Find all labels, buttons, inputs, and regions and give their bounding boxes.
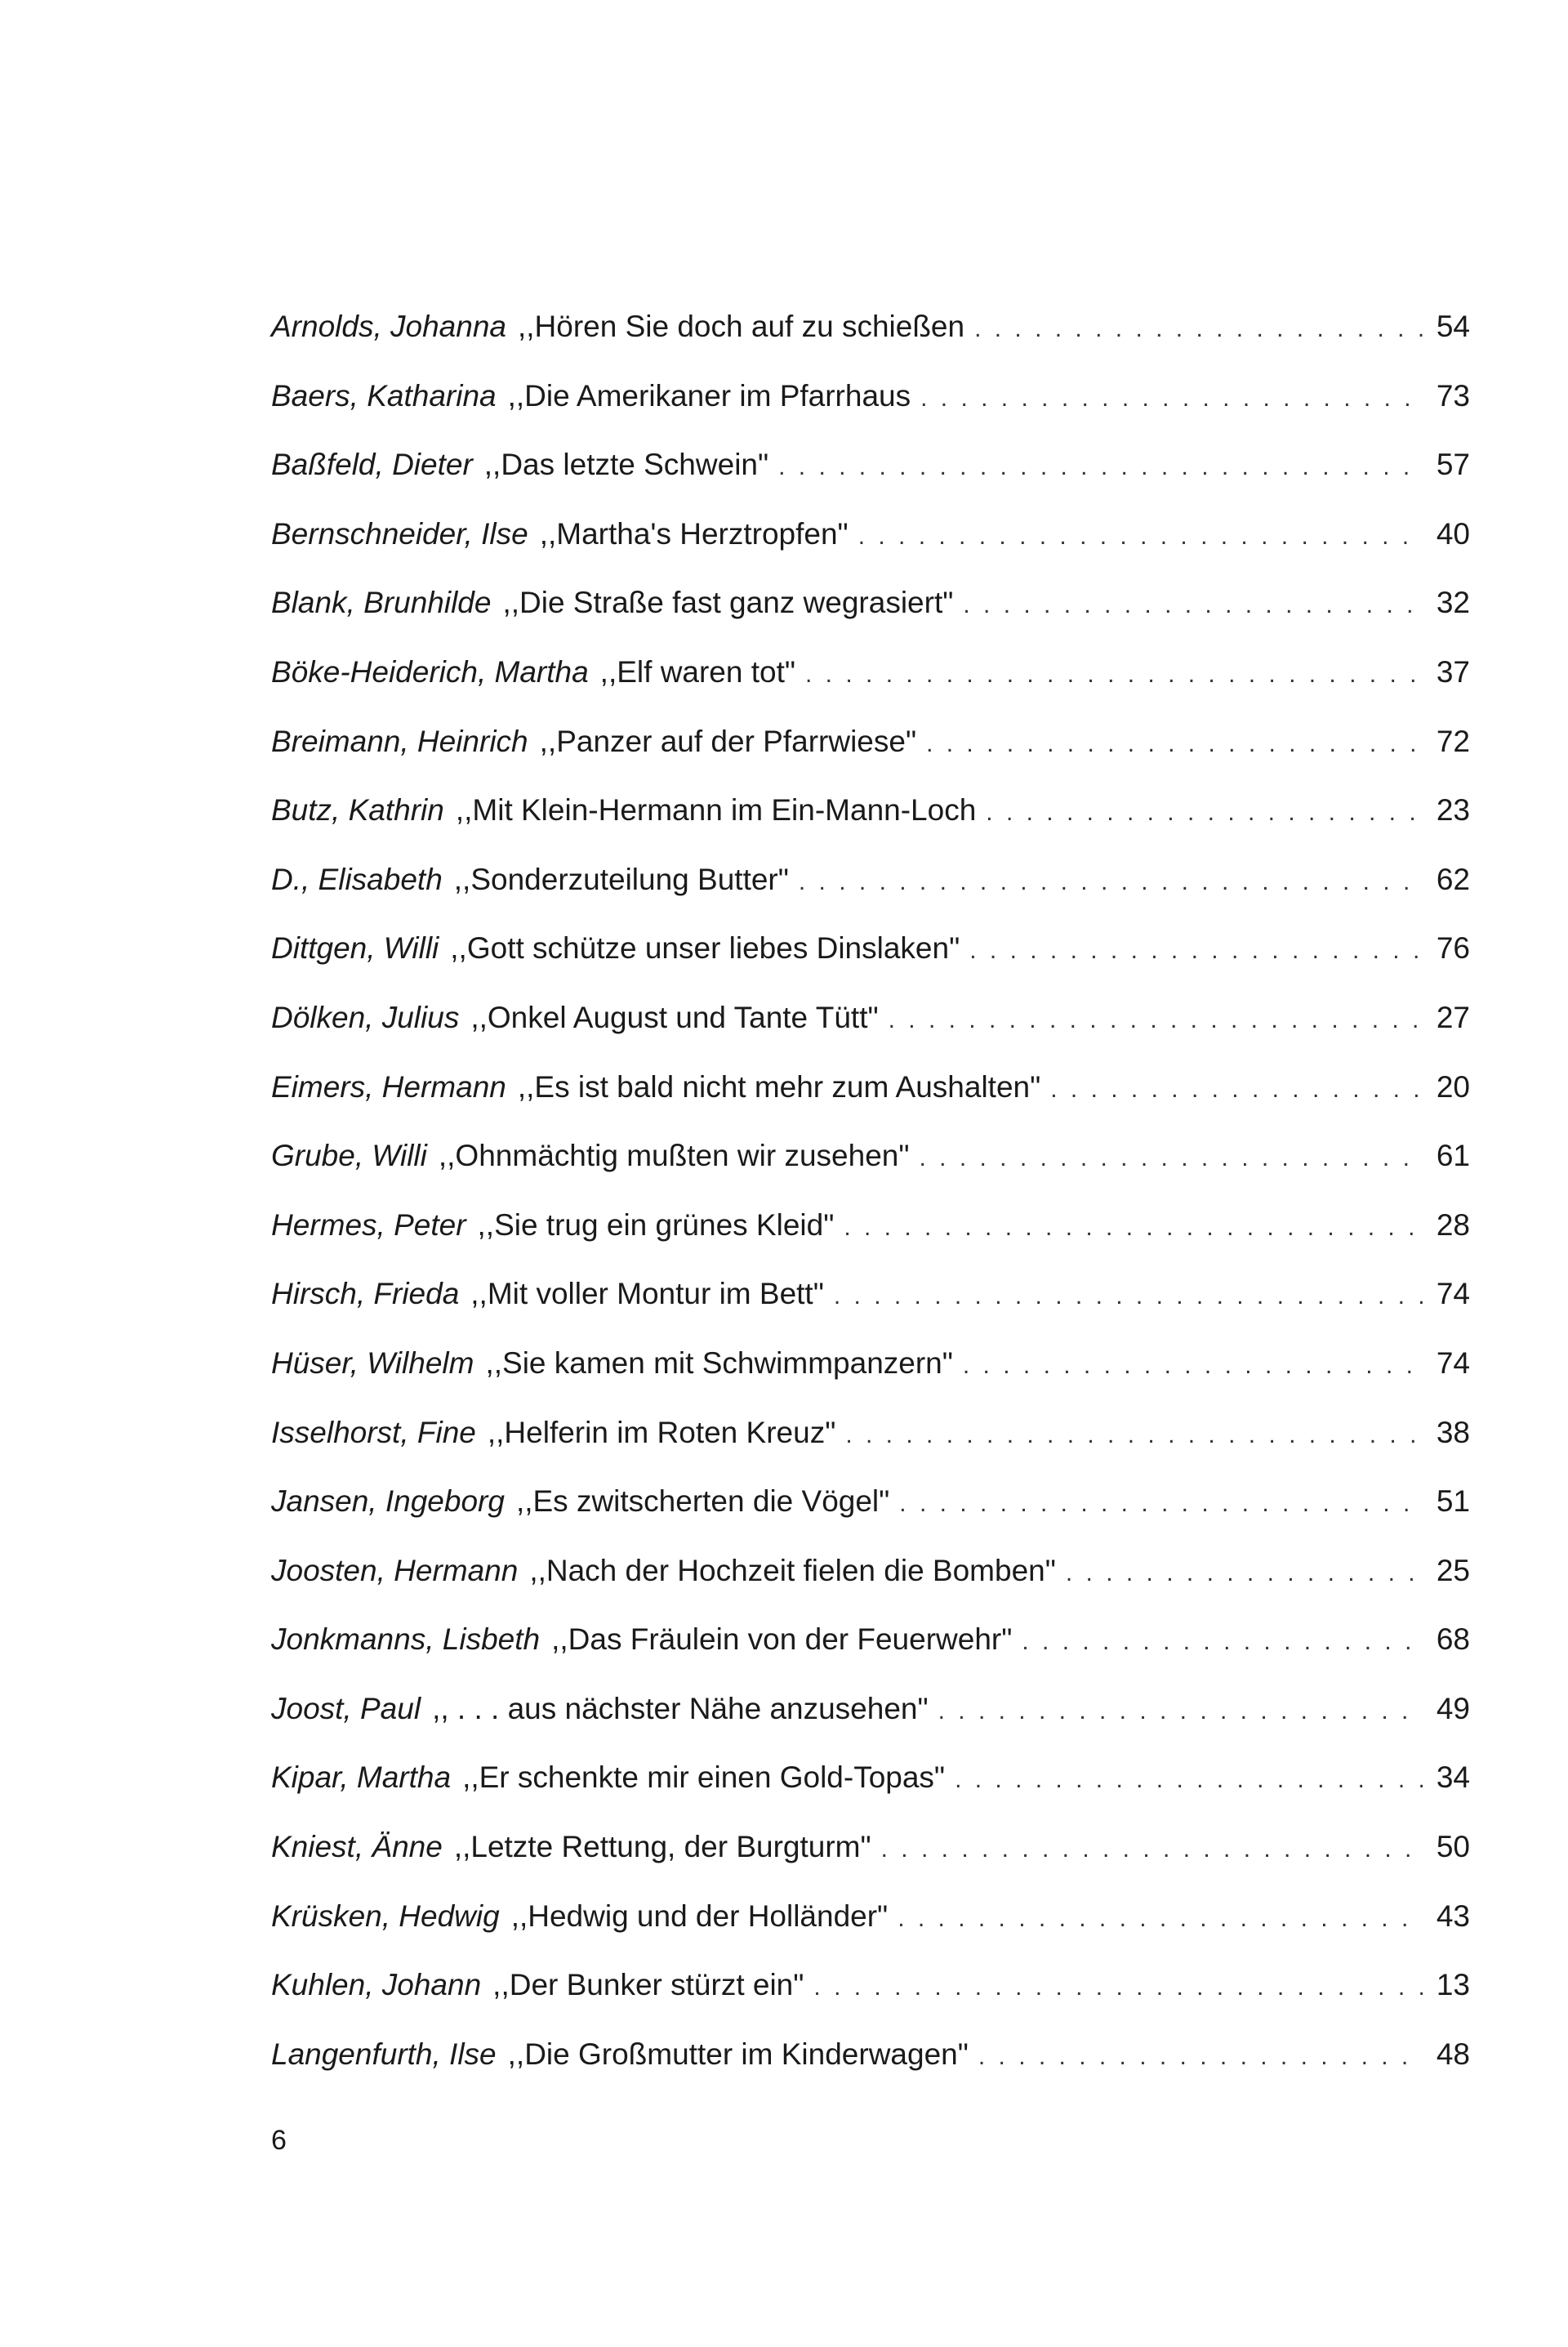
toc-author: Arnolds, Johanna <box>271 310 506 343</box>
toc-entry <box>271 1484 1470 1553</box>
toc-entry <box>271 1760 1470 1829</box>
toc-entry <box>271 1553 1470 1622</box>
toc-page-number: 23 <box>1436 793 1470 828</box>
toc-page-number: 62 <box>1436 862 1470 896</box>
toc-author: Bernschneider, Ilse <box>271 516 528 551</box>
toc-title: ,,Die Straße fast ganz wegrasiert" <box>502 586 954 620</box>
toc-page-number: 74 <box>1436 1345 1470 1380</box>
toc-title: ,,Sonderzuteilung Butter" <box>453 862 789 896</box>
toc-entry <box>271 1967 1470 2037</box>
toc-title: ,, . . . aus nächster Nähe anzusehen" <box>432 1691 929 1725</box>
toc-title: ,,Nach der Hochzeit fielen die Bomben" <box>529 1553 1056 1587</box>
toc-page-number: 49 <box>1436 1691 1470 1725</box>
toc-title: ,,Mit Klein-Hermann im Ein-Mann-Loch <box>455 793 977 828</box>
toc-page-number: 34 <box>1436 1760 1470 1795</box>
toc-author: Jansen, Ingeborg <box>271 1484 505 1519</box>
toc-entry <box>271 585 1470 654</box>
toc-page-number: 43 <box>1436 1899 1470 1933</box>
toc-author: Grube, Willi <box>271 1139 427 1173</box>
toc-title: ,,Onkel August und Tante Tütt" <box>470 1000 879 1034</box>
dot-leader <box>898 1901 1423 1937</box>
toc-entry <box>271 930 1470 1000</box>
toc-entry <box>271 1899 1470 1968</box>
dot-leader <box>986 795 1423 831</box>
toc-title: ,,Das Fräulein von der Feuerwehr" <box>551 1622 1013 1657</box>
toc-title: ,,Der Bunker stürzt ein" <box>492 1968 804 2002</box>
toc-entry <box>271 862 1470 931</box>
toc-author: Hüser, Wilhelm <box>271 1345 474 1380</box>
toc-author: Eimers, Hermann <box>271 1069 506 1104</box>
toc-title: ,,Ohnmächtig mußten wir zusehen" <box>438 1139 910 1173</box>
dot-leader <box>926 726 1423 762</box>
toc-entry <box>271 1415 1470 1484</box>
toc-title: ,,Panzer auf der Pfarrwiese" <box>539 724 917 758</box>
dot-leader <box>955 1762 1423 1798</box>
toc-author: Böke-Heiderich, Martha <box>271 654 589 689</box>
toc-page-number: 73 <box>1436 378 1470 413</box>
toc-entry <box>271 654 1470 724</box>
dot-leader <box>1066 1555 1423 1591</box>
dot-leader <box>974 311 1423 347</box>
toc-title: ,,Die Amerikaner im Pfarrhaus <box>507 378 911 413</box>
toc-author: Dittgen, Willi <box>271 931 439 966</box>
toc-author: Langenfurth, Ilse <box>271 2037 497 2071</box>
toc-title: ,,Das letzte Schwein" <box>483 448 769 482</box>
toc-entry <box>271 1138 1470 1207</box>
dot-leader <box>969 933 1423 969</box>
dot-leader <box>805 657 1423 693</box>
toc-author: Hirsch, Frieda <box>271 1277 460 1311</box>
toc-author: Breimann, Heinrich <box>271 724 528 758</box>
toc-author: Kipar, Martha <box>271 1760 452 1795</box>
toc-author: Kniest, Änne <box>271 1830 443 1864</box>
dot-leader <box>1050 1072 1423 1108</box>
toc-page-number: 40 <box>1436 516 1470 551</box>
toc-page-number: 48 <box>1436 2037 1470 2071</box>
toc-entry <box>271 2037 1470 2106</box>
toc-entry <box>271 1276 1470 1345</box>
dot-leader <box>845 1417 1423 1453</box>
toc-author: Jonkmanns, Lisbeth <box>271 1622 541 1657</box>
toc-page-number: 76 <box>1436 931 1470 966</box>
toc-page-number: 74 <box>1436 1277 1470 1311</box>
toc-author: Baers, Katharina <box>271 378 497 413</box>
toc-title: ,,Martha's Herztropfen" <box>539 516 849 551</box>
toc-title: ,,Letzte Rettung, der Burgturm" <box>453 1830 871 1864</box>
toc-author: Joost, Paul <box>271 1691 421 1725</box>
toc-author: D., Elisabeth <box>271 862 443 896</box>
toc-author: Blank, Brunhilde <box>271 586 492 620</box>
toc-author: Joosten, Hermann <box>271 1553 519 1587</box>
toc-title: ,,Helferin im Roten Kreuz" <box>487 1415 836 1449</box>
toc-entry <box>271 447 1470 516</box>
dot-leader <box>963 1348 1423 1384</box>
toc-author: Dölken, Julius <box>271 1000 460 1034</box>
page-number: 6 <box>271 2125 287 2156</box>
toc-page-number: 25 <box>1436 1553 1470 1587</box>
dot-leader <box>881 1832 1423 1867</box>
toc-page-number: 50 <box>1436 1830 1470 1864</box>
toc-title: ,,Mit voller Montur im Bett" <box>470 1277 824 1311</box>
toc-page-number: 37 <box>1436 654 1470 689</box>
toc-title: ,,Es ist bald nicht mehr zum Aushalten" <box>517 1069 1041 1104</box>
toc-entry <box>271 792 1470 862</box>
toc-title: ,,Elf waren tot" <box>599 654 796 689</box>
toc-author: Baßfeld, Dieter <box>271 448 473 482</box>
toc-entry <box>271 1000 1470 1069</box>
dot-leader <box>778 449 1423 485</box>
toc-entry <box>271 1207 1470 1277</box>
dot-leader <box>813 1970 1423 2006</box>
toc-title: ,,Er schenkte mir einen Gold-Topas" <box>462 1760 946 1795</box>
toc-title: ,,Sie trug ein grünes Kleid" <box>477 1207 835 1242</box>
toc-page-number: 51 <box>1436 1484 1470 1519</box>
toc-title: ,,Hören Sie doch auf zu schießen <box>517 310 965 343</box>
toc-page-number: 72 <box>1436 724 1470 758</box>
toc-title: ,,Die Großmutter im Kinderwagen" <box>507 2037 969 2071</box>
toc-page-number: 57 <box>1436 448 1470 482</box>
toc-title: ,,Es zwitscherten die Vögel" <box>515 1484 890 1519</box>
dot-leader <box>920 381 1423 417</box>
dot-leader <box>844 1210 1423 1246</box>
toc-entry <box>271 516 1470 586</box>
toc-author: Isselhorst, Fine <box>271 1415 476 1449</box>
dot-leader <box>858 519 1423 555</box>
toc-author: Hermes, Peter <box>271 1207 466 1242</box>
toc-author: Butz, Kathrin <box>271 793 444 828</box>
dot-leader <box>1022 1624 1423 1660</box>
toc-author: Krüsken, Hedwig <box>271 1899 500 1933</box>
toc-entry <box>271 378 1470 448</box>
dot-leader <box>834 1278 1423 1314</box>
toc-page-number: 13 <box>1436 1968 1470 2002</box>
toc-page-number: 68 <box>1436 1622 1470 1657</box>
toc-title: ,,Gott schütze unser liebes Dinslaken" <box>450 931 960 966</box>
table-of-contents <box>271 309 1470 2105</box>
toc-entry <box>271 1622 1470 1691</box>
toc-entry <box>271 1829 1470 1899</box>
dot-leader <box>799 864 1423 900</box>
toc-page-number: 54 <box>1436 310 1470 343</box>
toc-page-number: 28 <box>1436 1207 1470 1242</box>
dot-leader <box>899 1486 1423 1522</box>
dot-leader <box>938 1693 1423 1729</box>
toc-entry <box>271 309 1470 378</box>
toc-entry <box>271 1069 1470 1139</box>
toc-page-number: 38 <box>1436 1415 1470 1449</box>
toc-entry <box>271 1691 1470 1760</box>
toc-title: ,,Sie kamen mit Schwimmpanzern" <box>485 1345 953 1380</box>
dot-leader <box>963 587 1423 623</box>
toc-entry <box>271 724 1470 793</box>
toc-page-number: 61 <box>1436 1139 1470 1173</box>
toc-page-number: 20 <box>1436 1069 1470 1104</box>
toc-page-number: 27 <box>1436 1000 1470 1034</box>
toc-author: Kuhlen, Johann <box>271 1968 482 2002</box>
toc-page-number: 32 <box>1436 586 1470 620</box>
dot-leader <box>978 2039 1423 2075</box>
dot-leader <box>889 1002 1423 1038</box>
toc-entry <box>271 1345 1470 1415</box>
toc-title: ,,Hedwig und der Holländer" <box>510 1899 889 1933</box>
dot-leader <box>919 1140 1423 1176</box>
